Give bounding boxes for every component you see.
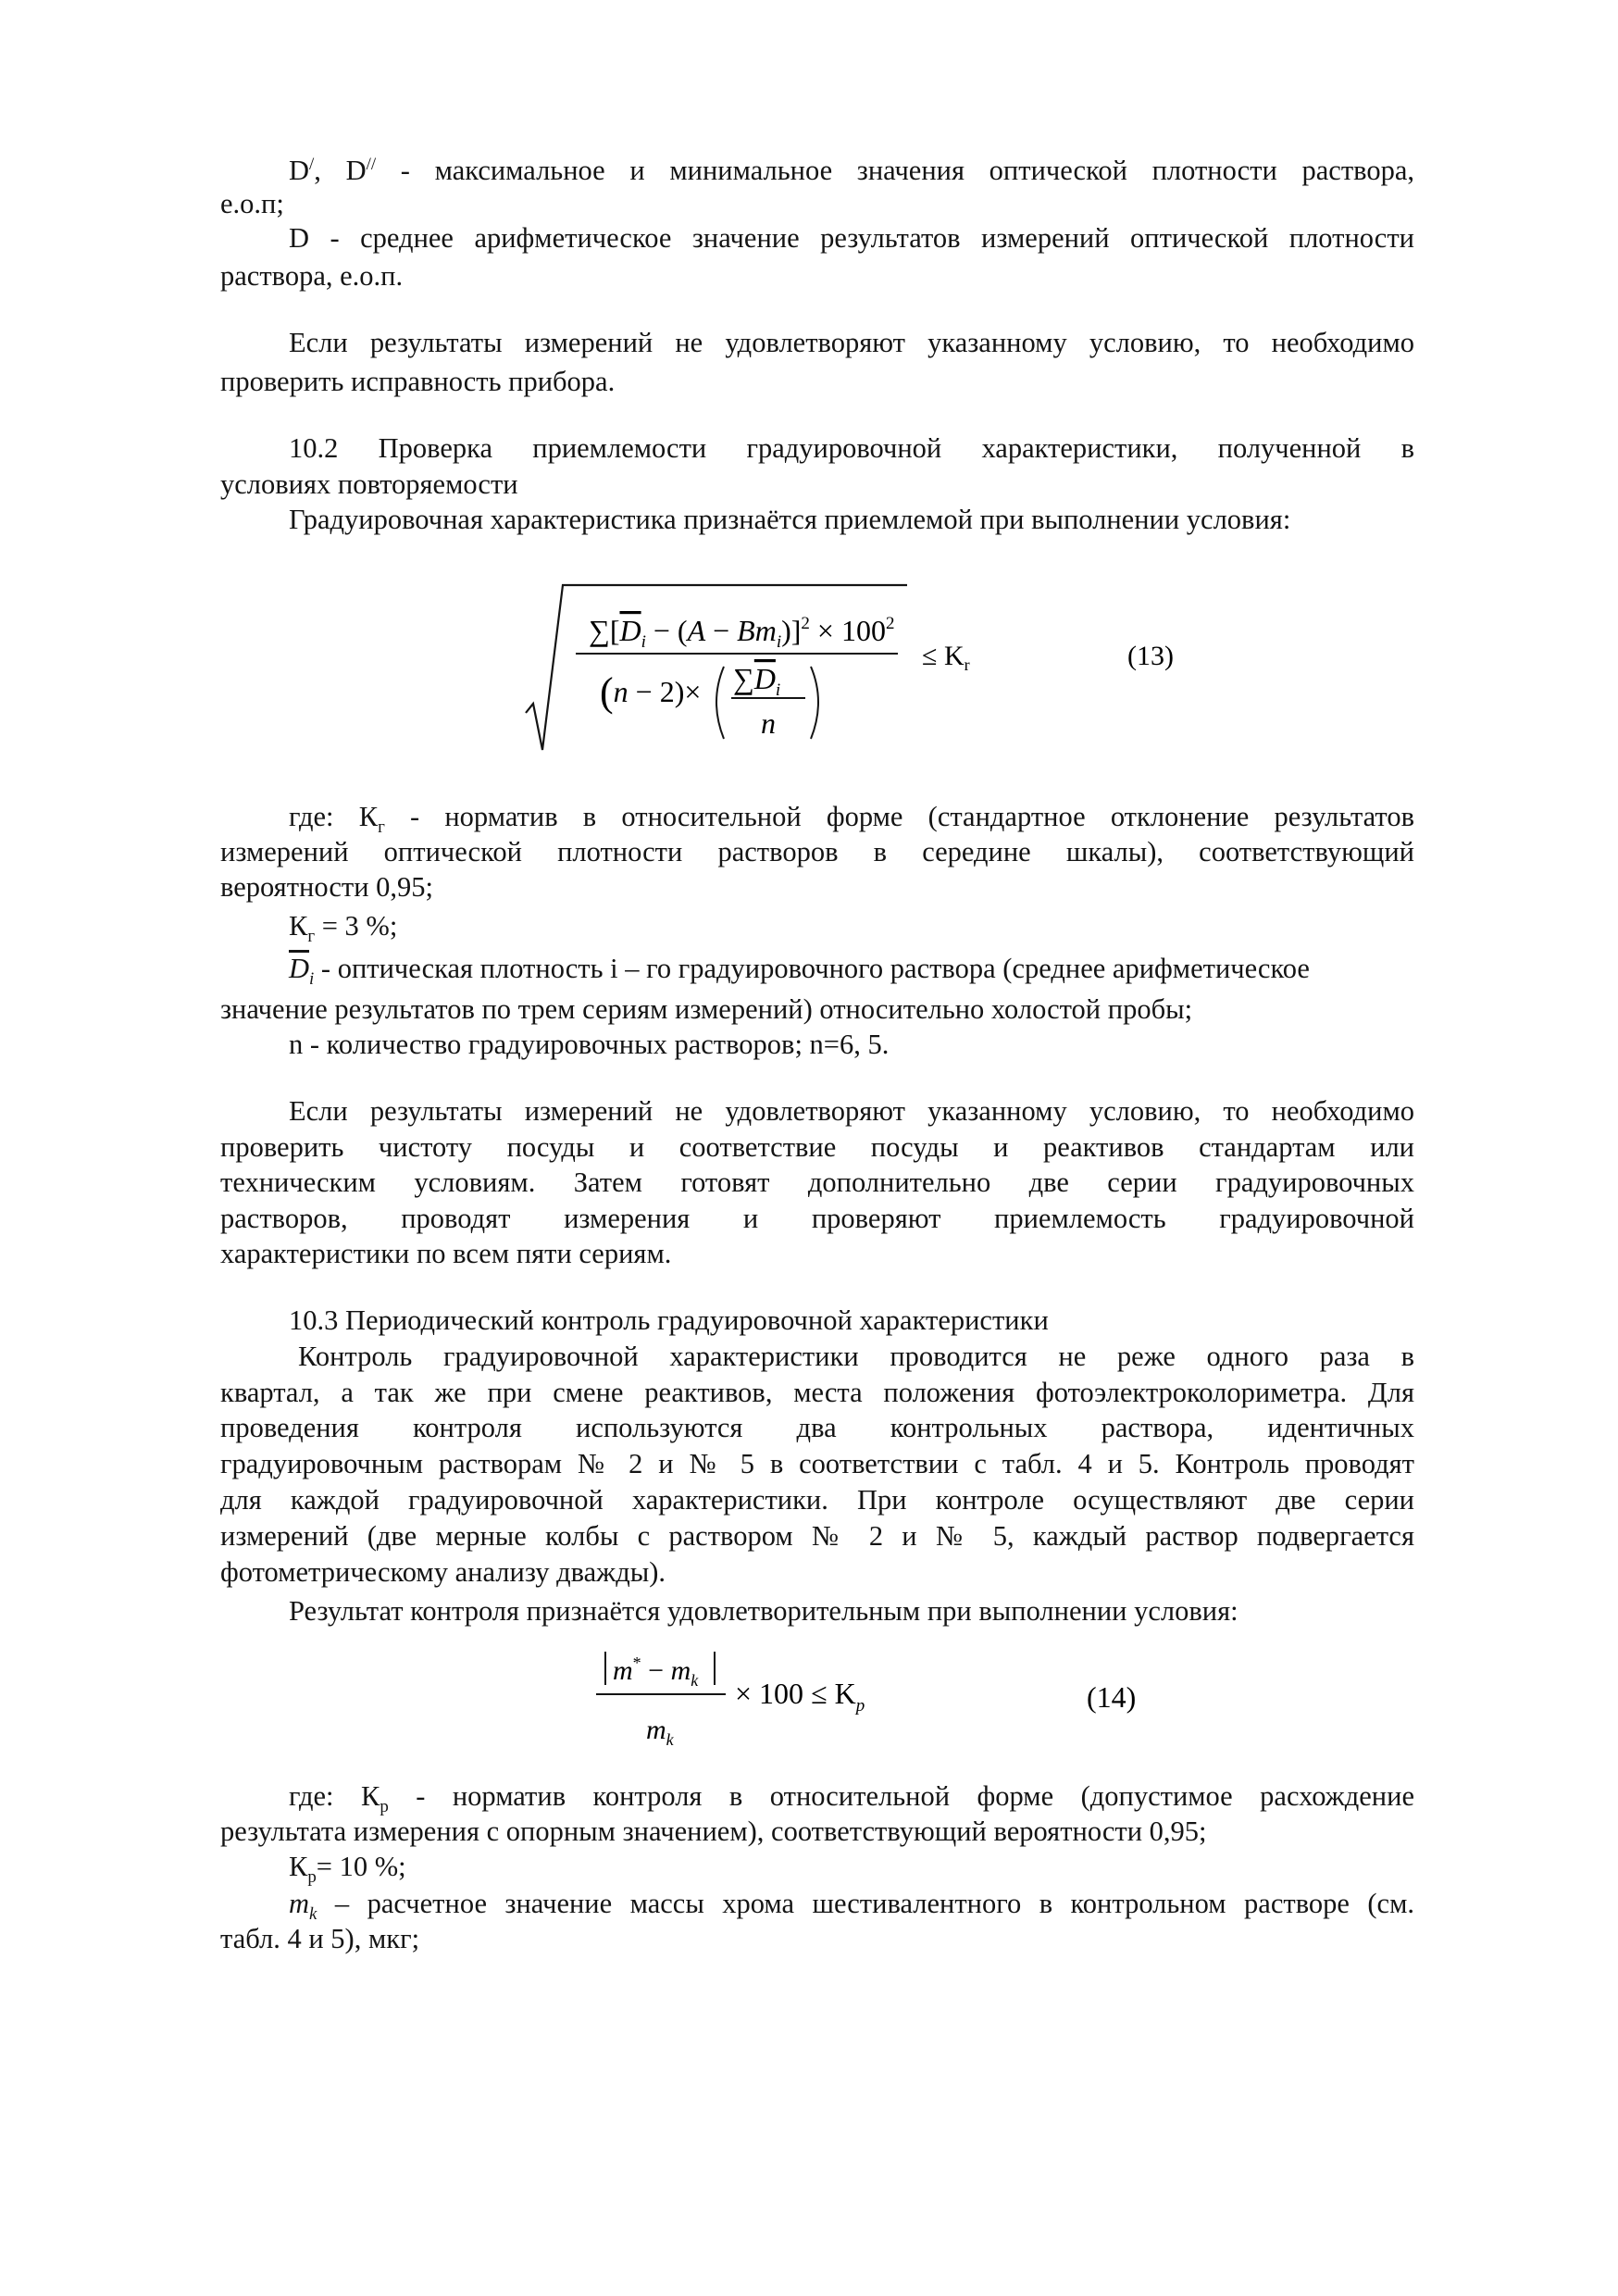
- check-paragraph-2-line3: техническим условиям. Затем готовят дополнительно две серии градуировочных: [220, 1167, 1414, 1198]
- formula-14-numerator: $m^* - m_k$: [613, 1653, 699, 1690]
- section-10-3-line4: градуировочным растворам № 2 и № 5 в соответствии с табл. 4 и 5. Контроль проводят: [220, 1448, 1414, 1479]
- section-10-3-heading: 10.3 Периодический контроль градуировочной характеристики: [289, 1304, 1049, 1336]
- section-10-3-line2: квартал, а так же при смене реактивов, места положения фотоэлектроколориметра. Для: [220, 1377, 1414, 1408]
- section-10-3-statement: Результат контроля признаётся удовлетворительным при выполнении условия:: [289, 1595, 1238, 1627]
- where-kr-line2: измерений оптической плотности растворов в середине шкалы), соответствующий: [220, 836, 1414, 867]
- check-paragraph-1-line2: проверить исправность прибора.: [220, 366, 616, 397]
- kp-value: $К_р= 10$ %;: [289, 1851, 406, 1888]
- where-kp-line1: где: $К_р$ - норматив контроля в относительной форме (допустимое расхождение: [289, 1780, 1414, 1817]
- kr-value: $К_г = 3$ %;: [289, 910, 398, 947]
- di-definition-cont: значение результатов по трем сериям измерений) относительно холостой пробы;: [220, 993, 1193, 1025]
- mk-definition-cont: табл. 4 и 5), мкг;: [220, 1923, 420, 1954]
- formula-14-number: (14): [1087, 1680, 1137, 1714]
- double-prime-mark: //: [366, 155, 377, 174]
- n-definition: n - количество градуировочных растворов; n=6, 5.: [289, 1029, 890, 1060]
- formula-13-inner-n: n: [761, 706, 776, 740]
- formula-14-denominator: $m_k$: [646, 1715, 674, 1749]
- where-kr-line1: где: $К_г$ - норматив в относительной форме (стандартное отклонение результатов: [289, 801, 1414, 838]
- formula-13-denominator: (n − 2)×: [600, 669, 702, 715]
- section-10-3-line3: проведения контроля используются два контрольных раствора, идентичных: [220, 1412, 1414, 1443]
- paren-right: [811, 667, 818, 739]
- formula-13-numerator: $\sum[D_i - (A - Bm_i)]^2 \times 100^2$: [589, 614, 895, 652]
- check-paragraph-1-line1: Если результаты измерений не удовлетворяют указанному условию, то необходимо: [289, 327, 1414, 358]
- sqrt-sign: [526, 585, 907, 750]
- paren-left: [716, 667, 724, 739]
- check-paragraph-2-line1: Если результаты измерений не удовлетворяют указанному условию, то необходимо: [289, 1095, 1414, 1127]
- formula-13-number: (13): [1127, 641, 1174, 671]
- check-paragraph-2-line5: характеристики по всем пяти сериям.: [220, 1238, 672, 1269]
- formula-14: [592, 1641, 1185, 1761]
- section-10-2-statement: Градуировочная характеристика признаётся приемлемой при выполнении условия:: [289, 504, 1291, 535]
- where-kr-line3: вероятности 0,95;: [220, 871, 434, 903]
- section-10-3-line5: для каждой градуировочной характеристики. При контроле осуществляют две серии: [220, 1484, 1414, 1516]
- section-10-3-line1: Контроль градуировочной характеристики проводится не реже одного раза в: [298, 1341, 1414, 1372]
- formula-13-inner-sum: $\sum D_i$: [733, 662, 781, 700]
- section-10-3-line6: измерений (две мерные колбы с раствором № 2 и № 5, каждый раствор подвергается: [220, 1520, 1414, 1552]
- section-10-2-heading-cont: условиях повторяемости: [220, 468, 518, 500]
- definition-d-prime-unit: е.о.п;: [220, 188, 284, 219]
- definition-d-mean-cont: раствора, е.о.п.: [220, 260, 404, 292]
- formula-14-condition: × $100 \le K_p$: [735, 1677, 865, 1716]
- where-kp-line2: результата измерения с опорным значением), соответствующий вероятности 0,95;: [220, 1816, 1207, 1847]
- section-10-2-heading: 10.2 Проверка приемлемости градуировочной характеристики, полученной в: [289, 432, 1414, 464]
- di-definition: $\overline{D}_i$ - оптическая плотность i – го градуировочного раствора (среднее арифметическое: [289, 953, 1310, 990]
- definition-d-prime: D/, D// - максимальное и минимальное значения оптической плотности раствора,: [289, 155, 1414, 187]
- section-10-3-line7: фотометрическому анализу дважды).: [220, 1556, 666, 1588]
- check-paragraph-2-line2: проверить чистоту посуды и соответствие посуды и реактивов стандартам или: [220, 1131, 1414, 1163]
- formula-13-condition: ≤ $K_r$: [922, 641, 970, 674]
- formula-13: [518, 574, 1240, 759]
- mk-definition: $m_k$ – расчетное значение массы хрома шестивалентного в контрольном растворе (см.: [289, 1888, 1414, 1925]
- definition-d-mean: D - среднее арифметическое значение результатов измерений оптической плотности: [289, 222, 1414, 254]
- prime-mark: /: [309, 155, 315, 174]
- check-paragraph-2-line4: растворов, проводят измерения и проверяют приемлемость градуировочной: [220, 1203, 1414, 1234]
